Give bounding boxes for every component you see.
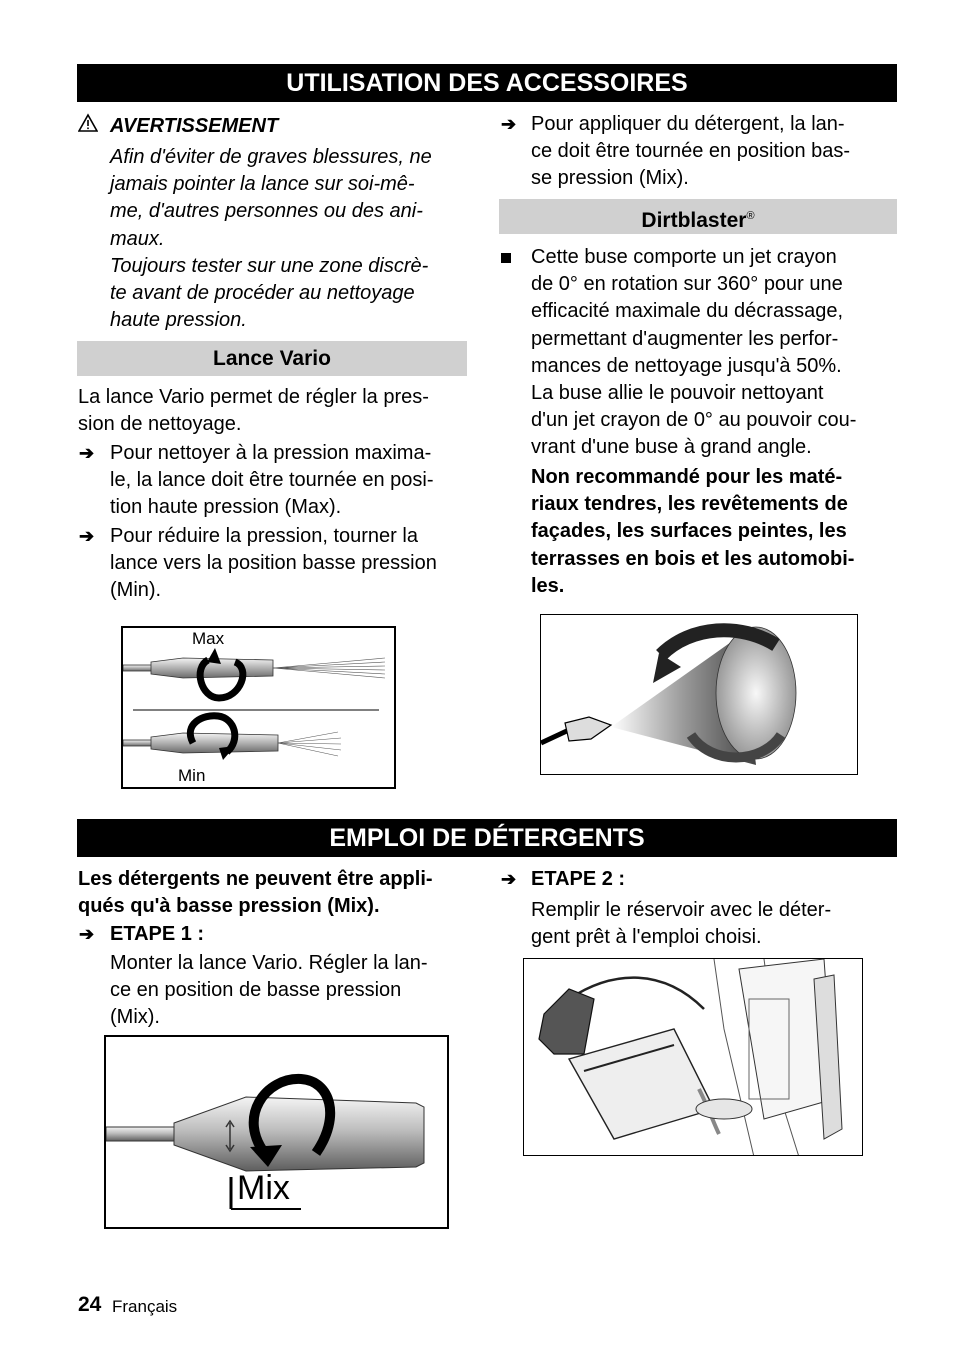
warning-text: Afin d'éviter de graves blessures, ne jamais pointer la lance sur soi-mê- me, d'autres personnes ou des ani- maux. Toujours tester sur une zone discrè- te avant de procéder au nettoyage haute pression. (110, 146, 432, 332)
step1-body: Monter la lance Vario. Régler la lan- ce en position de basse pression (Mix). (110, 952, 428, 1029)
dirtblaster-warning: Non recommandé pour les maté- riaux tendres, les revêtements de façades, les surfaces peintes, les terrasses en bois et les automobi- les. (531, 466, 855, 597)
dirtblaster-description: Cette buse comporte un jet crayon de 0° en rotation sur 360° pour une efficacité maximale du décrassage, permettant d'augmenter les perfor- mances de nettoyage jusqu'à 50%. La buse allie le pouvoir nettoyant d'un jet crayon de 0° au pouvoir cou- vrant d'une buse à grand angle. (531, 246, 857, 459)
detergent-mix-bullet: Pour appliquer du détergent, la lan- ce doit être tournée en position bas- se pression (Mix). (531, 113, 851, 190)
arrow-right-icon: ➔ (501, 869, 517, 889)
figure-fill-detergent-tank (523, 958, 863, 1156)
section-title-accessories: UTILISATION DES ACCESSOIRES (77, 64, 897, 102)
figure-lance-max-min (121, 626, 396, 789)
warning-triangle-icon (78, 113, 98, 141)
detergents-intro: Les détergents ne peuvent être appli- qués qu'à basse pression (Mix). (78, 868, 433, 918)
dirtblaster-heading: Dirtblaster® (499, 199, 897, 234)
page-number: 24 (78, 1293, 102, 1316)
step2-title: ETAPE 2 : (531, 868, 626, 890)
figure-label-mix: Mix (237, 1169, 290, 1207)
arrow-right-icon: ➔ (79, 526, 95, 546)
lance-vario-bullet-min: Pour réduire la pression, tourner la lance vers la position basse pression (Min). (110, 525, 437, 602)
step1-title: ETAPE 1 : (110, 923, 205, 945)
figure-label-max: Max (192, 629, 225, 648)
bullet-square-icon (501, 253, 511, 263)
footer-language: Français (112, 1297, 178, 1316)
lance-vario-intro: La lance Vario permet de régler la pres- sion de nettoyage. (78, 386, 429, 436)
figure-label-min: Min (178, 766, 206, 785)
arrow-right-icon: ➔ (79, 924, 95, 944)
lance-vario-bullet-max: Pour nettoyer à la pression maxima- le, la lance doit être tournée en posi- tion haute pression (Max). (110, 442, 434, 519)
arrow-right-icon: ➔ (501, 114, 517, 134)
figure-dirtblaster-nozzle (540, 614, 858, 775)
figure-lance-mix (104, 1035, 449, 1229)
section-title-detergents: EMPLOI DE DÉTERGENTS (77, 819, 897, 857)
step2-body: Remplir le réservoir avec le déter- gent prêt à l'emploi choisi. (531, 899, 832, 949)
warning-title: AVERTISSEMENT (110, 115, 279, 137)
arrow-right-icon: ➔ (79, 443, 95, 463)
lance-vario-heading: Lance Vario (77, 341, 467, 376)
